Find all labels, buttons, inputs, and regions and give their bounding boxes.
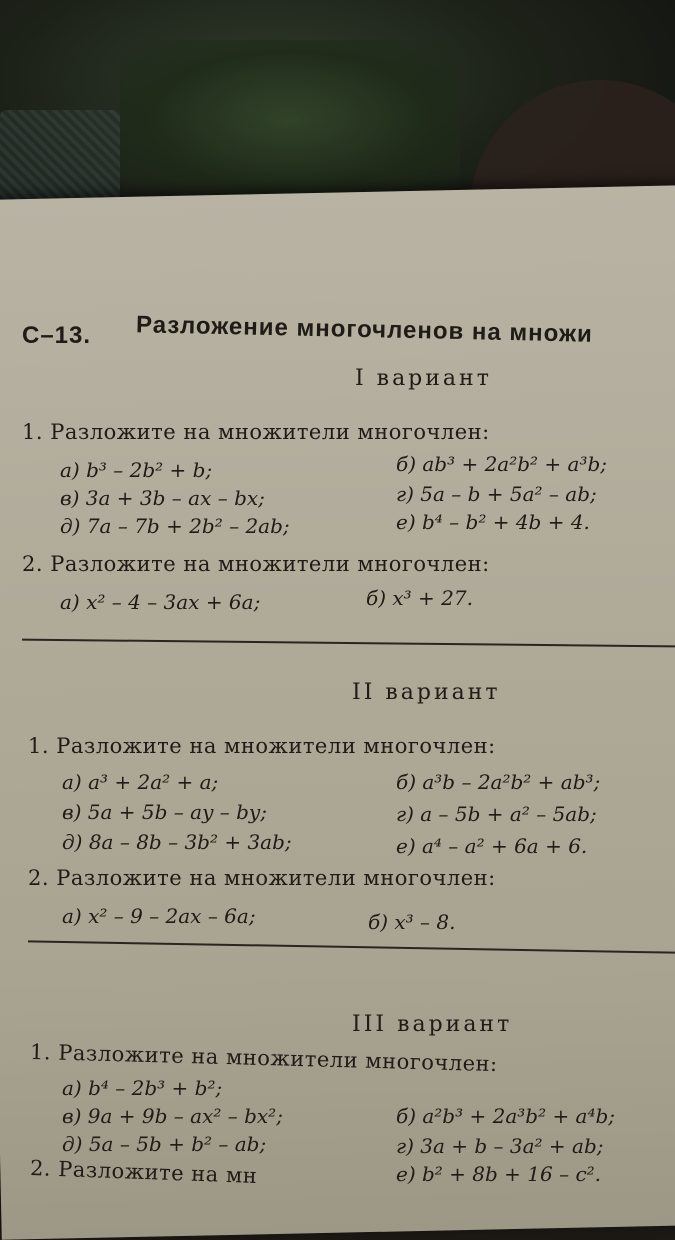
variant-1-item-d: д) 7a – 7b + 2b² – 2ab; xyxy=(60,514,290,538)
variant-3-task-2: 2. Разложите на мн xyxy=(29,1156,258,1188)
variant-1-task-2: 2. Разложите на множители многочлен: xyxy=(22,552,490,576)
variant-1-task-2-item-b: б) x³ + 27. xyxy=(366,586,473,610)
variant-1-title: I вариант xyxy=(355,366,492,391)
variant-2-task-2: 2. Разложите на множители многочлен: xyxy=(28,866,496,890)
variant-3-title: III вариант xyxy=(352,1012,513,1037)
variant-2-item-e: е) a⁴ – a² + 6a + 6. xyxy=(396,834,588,858)
variant-3-item-b: б) a²b³ + 2a³b² + a⁴b; xyxy=(396,1104,616,1128)
variant-1-item-b: б) ab³ + 2a²b² + a³b; xyxy=(396,452,608,476)
variant-2-item-a: а) a³ + 2a² + a; xyxy=(62,770,219,794)
variant-3-item-g: г) 3a + b – 3a² + ab; xyxy=(396,1134,604,1158)
variant-2-task-2-item-b: б) x³ – 8. xyxy=(368,910,456,934)
variant-1-task-1: 1. Разложите на множители многочлен: xyxy=(22,420,490,444)
section-number: С–13. xyxy=(22,322,92,349)
variant-1-task-2-item-a: а) x² – 4 – 3ax + 6a; xyxy=(60,590,261,614)
variant-2-item-v: в) 5a + 5b – ay – by; xyxy=(62,800,267,824)
variant-3-item-d: д) 5a – 5b + b² – ab; xyxy=(62,1132,267,1156)
variant-1-item-a: а) b³ – 2b² + b; xyxy=(60,458,213,482)
variant-2-item-b: б) a³b – 2a²b² + ab³; xyxy=(396,770,601,794)
variant-2-task-2-item-a: а) x² – 9 – 2ax – 6a; xyxy=(62,904,256,928)
variant-3-task-1: 1. Разложите на множители многочлен: xyxy=(29,1039,498,1077)
variant-2-title: II вариант xyxy=(352,680,501,705)
variant-1-item-v: в) 3a + 3b – ax – bx; xyxy=(60,486,265,510)
divider-2 xyxy=(28,940,675,953)
variant-1-item-g: г) 5a – b + 5a² – ab; xyxy=(396,482,597,506)
section-title: Разложение многочленов на множи xyxy=(135,311,594,348)
variant-2-item-g: г) a – 5b + a² – 5ab; xyxy=(396,802,597,826)
divider-1 xyxy=(22,639,675,648)
variant-2-task-1: 1. Разложите на множители многочлен: xyxy=(28,734,496,758)
variant-1-item-e: е) b⁴ – b² + 4b + 4. xyxy=(396,510,590,534)
variant-3-item-e: е) b² + 8b + 16 – c². xyxy=(396,1162,602,1186)
variant-2-item-d: д) 8a – 8b – 3b² + 3ab; xyxy=(62,830,292,854)
variant-3-item-v: в) 9a + 9b – ax² – bx²; xyxy=(62,1104,283,1128)
variant-3-item-a: а) b⁴ – 2b³ + b²; xyxy=(62,1076,223,1100)
